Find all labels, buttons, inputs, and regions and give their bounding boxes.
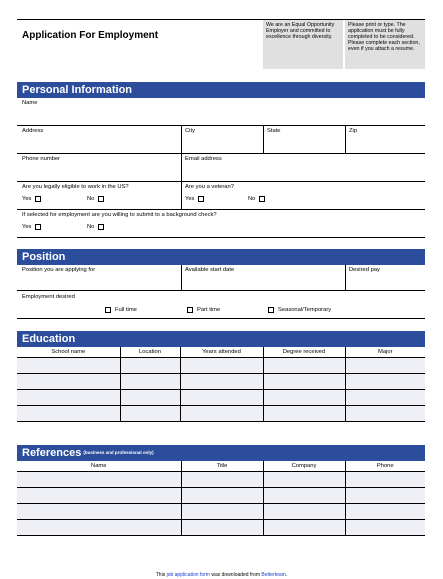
background-row [17,210,425,238]
table-cell[interactable] [263,487,345,503]
column-header: Name [17,461,181,471]
eligible-yes[interactable]: Yes [22,196,41,202]
education-section-header [17,331,425,347]
table-cell[interactable] [181,519,263,535]
table-cell[interactable] [120,405,180,421]
personal-section-title: Personal Information [22,84,133,96]
table-cell[interactable] [17,405,120,421]
column-header: Degree received [263,347,345,357]
background-question: If selected for employment are you willing to submit to a background check? [22,212,217,218]
table-cell[interactable] [263,503,345,519]
background-no[interactable]: No [87,224,104,230]
position-row [17,265,425,291]
table-cell[interactable] [17,471,181,487]
divider [181,154,182,181]
table-cell[interactable] [345,519,425,535]
references-section-header [17,445,425,461]
table-cell[interactable] [345,373,425,389]
table-cell[interactable] [263,389,345,405]
veteran-question: Are you a veteran? [185,184,234,190]
table-cell[interactable] [263,357,345,373]
table-header-row [17,347,425,357]
veteran-yes[interactable]: Yes [185,196,204,202]
table-cell[interactable] [180,405,263,421]
divider [345,265,346,290]
table-row [17,487,425,503]
table-row [17,357,425,373]
table-row [17,389,425,405]
footer-note: This job application form was downloaded from Betterteam. [155,572,288,578]
column-header: Location [120,347,180,357]
table-row [17,471,425,487]
seasonal-option[interactable]: Seasonal/Temporary [268,307,331,313]
table-cell[interactable] [263,471,345,487]
eligible-no[interactable]: No [87,196,104,202]
background-yes[interactable]: Yes [22,224,41,230]
divider [181,265,182,290]
column-header: Phone [345,461,425,471]
table-cell[interactable] [120,373,180,389]
personal-section-header [17,82,425,98]
table-cell[interactable] [17,389,120,405]
table-cell[interactable] [263,405,345,421]
table-cell[interactable] [17,357,120,373]
divider [345,126,346,153]
position-section-title: Position [22,251,66,263]
address-label: Address [22,128,44,134]
table-cell[interactable] [120,389,180,405]
table-row [17,373,425,389]
contact-row [17,154,425,182]
table-cell[interactable] [180,373,263,389]
references-section-title: References [22,447,82,459]
references-table [17,461,425,536]
table-cell[interactable] [181,503,263,519]
table-cell[interactable] [263,519,345,535]
table-cell[interactable] [181,487,263,503]
job-form-link[interactable]: job application form [166,572,210,578]
checkbox[interactable] [98,196,104,202]
checkbox[interactable] [268,307,274,313]
desired-pay-label: Desired pay [349,267,380,273]
checkbox[interactable] [187,307,193,313]
table-cell[interactable] [345,405,425,421]
instructions-note: Please print or type. The application must be fully completed to be considered. Please complete each section, even if you attach a resume. [345,20,425,69]
employment-desired-label: Employment desired [22,294,75,300]
start-date-label: Available start date [185,267,235,273]
betterteam-link[interactable]: Betterteam [261,572,286,578]
column-header: School name [17,347,120,357]
table-cell[interactable] [345,357,425,373]
checkbox[interactable] [259,196,265,202]
position-section-header [17,249,425,265]
eeo-note: We are an Equal Opportunity Employer and committed to excellence through diversity. [263,20,343,69]
table-cell[interactable] [180,357,263,373]
position-applying-label: Position you are applying for [22,267,96,273]
name-field[interactable] [17,98,425,126]
education-table [17,347,425,422]
checkbox[interactable] [198,196,204,202]
table-cell[interactable] [345,389,425,405]
table-row [17,519,425,535]
veteran-no[interactable]: No [248,196,265,202]
table-cell[interactable] [120,357,180,373]
address-row [17,126,425,154]
checkbox[interactable] [35,196,41,202]
divider [181,126,182,153]
city-label: City [185,128,195,134]
table-cell[interactable] [181,471,263,487]
divider [181,182,182,209]
table-row [17,405,425,421]
table-cell[interactable] [345,471,425,487]
table-header-row [17,461,425,471]
column-header: Company [263,461,345,471]
name-label: Name [22,100,38,106]
part-time-option[interactable]: Part time [187,307,220,313]
eligibility-row [17,182,425,210]
checkbox[interactable] [98,224,104,230]
column-header: Title [181,461,263,471]
table-cell[interactable] [180,389,263,405]
checkbox[interactable] [35,224,41,230]
divider [263,126,264,153]
phone-label: Phone number [22,156,61,162]
table-cell[interactable] [17,519,181,535]
table-cell[interactable] [17,487,181,503]
page-title: Application For Employment [22,30,159,41]
table-cell[interactable] [263,373,345,389]
employment-desired-row [17,291,425,319]
email-label: Email address [185,156,222,162]
column-header: Years attended [180,347,263,357]
table-cell[interactable] [345,503,425,519]
checkbox[interactable] [105,307,111,313]
references-section-subtitle: (business and professional only) [83,450,154,456]
table-row [17,503,425,519]
column-header: Major [345,347,425,357]
state-label: State [267,128,281,134]
education-section-title: Education [22,333,76,345]
table-cell[interactable] [17,503,181,519]
table-cell[interactable] [345,487,425,503]
table-cell[interactable] [17,373,120,389]
eligible-question: Are you legally eligible to work in the US? [22,184,129,190]
full-time-option[interactable]: Full time [105,307,137,313]
zip-label: Zip [349,128,358,134]
